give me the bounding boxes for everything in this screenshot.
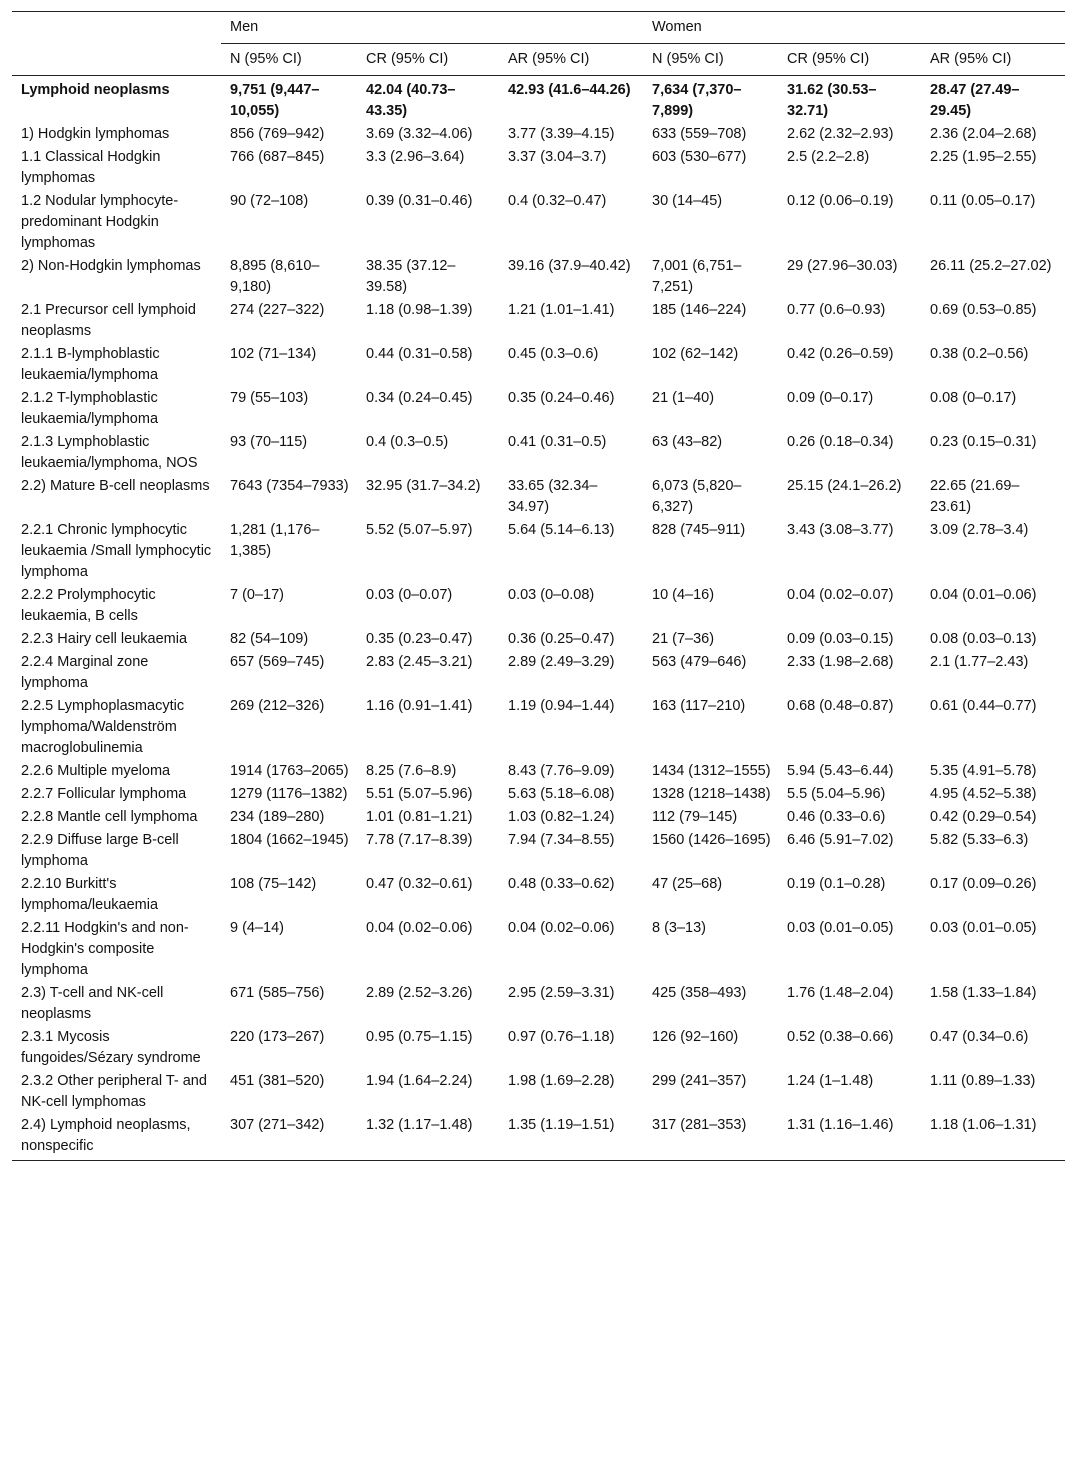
table-row: [12, 343, 1065, 387]
cell-men-n: 269 (212–326): [230, 698, 325, 714]
cell-men-ar: 39.16 (37.9–40.42): [508, 258, 631, 274]
cell-men-cr: 1.16 (0.91–1.41): [366, 698, 473, 714]
cell-women-ar: 0.61 (0.44–0.77): [930, 698, 1037, 714]
row-label: 2.2.9 Diffuse large B-cell lymphoma: [21, 832, 179, 869]
row-label: 2.2.7 Follicular lymphoma: [21, 786, 187, 802]
cell-men-cr: 0.47 (0.32–0.61): [366, 876, 473, 892]
cell-women-cr: 0.77 (0.6–0.93): [787, 302, 886, 318]
row-label: 2.2.3 Hairy cell leukaemia: [21, 631, 188, 647]
table-row: [12, 982, 1065, 1026]
cell-men-ar: 0.36 (0.25–0.47): [508, 631, 615, 647]
cell-women-ar: 0.17 (0.09–0.26): [930, 876, 1037, 892]
cell-men-ar: 0.41 (0.31–0.5): [508, 434, 607, 450]
row-label: 2.3) T-cell and NK-cell neoplasms: [21, 985, 164, 1022]
row-label: 2.2.10 Burkitt's lymphoma/leukaemia: [21, 876, 159, 913]
cell-men-cr: 1.94 (1.64–2.24): [366, 1073, 473, 1089]
cell-women-ar: 0.23 (0.15–0.31): [930, 434, 1037, 450]
header-empty-cell: [12, 12, 221, 44]
cell-women-ar: 22.65 (21.69–23.61): [930, 478, 1020, 515]
cell-women-n: 126 (92–160): [652, 1029, 739, 1045]
cell-women-ar: 2.36 (2.04–2.68): [930, 126, 1037, 142]
cell-men-n: 1804 (1662–1945): [230, 832, 349, 848]
header-group-row: [12, 12, 1065, 44]
cell-men-n: 1914 (1763–2065): [230, 763, 349, 779]
cell-men-ar: 5.63 (5.18–6.08): [508, 786, 615, 802]
cell-women-n: 603 (530–677): [652, 149, 747, 165]
table-row: [12, 76, 1065, 124]
cell-women-cr: 2.33 (1.98–2.68): [787, 654, 894, 670]
cell-women-cr: 0.09 (0–0.17): [787, 390, 874, 406]
cell-women-n: 828 (745–911): [652, 522, 746, 538]
row-label: 2.1.1 B-lymphoblastic leukaemia/lymphoma: [21, 346, 160, 383]
header-women-n: N (95% CI): [643, 44, 778, 76]
table-row: [12, 146, 1065, 190]
cell-men-ar: 5.64 (5.14–6.13): [508, 522, 615, 538]
cell-men-cr: 5.51 (5.07–5.96): [366, 786, 473, 802]
row-label: 2.2.4 Marginal zone lymphoma: [21, 654, 149, 691]
cell-women-cr: 3.43 (3.08–3.77): [787, 522, 894, 538]
cell-men-n: 7643 (7354–7933): [230, 478, 349, 494]
header-group-men: Men: [221, 12, 643, 44]
cell-men-ar: 0.97 (0.76–1.18): [508, 1029, 615, 1045]
cell-men-ar: 3.77 (3.39–4.15): [508, 126, 615, 142]
table-row: [12, 255, 1065, 299]
row-label: 2.2.1 Chronic lymphocytic leukaemia /Small lymphocytic lymphoma: [21, 522, 212, 580]
cell-men-ar: 2.89 (2.49–3.29): [508, 654, 615, 670]
cell-men-n: 220 (173–267): [230, 1029, 325, 1045]
cell-women-n: 21 (7–36): [652, 631, 715, 647]
row-label: 2.2.5 Lymphoplasmacytic lymphoma/Waldenström macroglobulinemia: [21, 698, 185, 756]
cell-women-n: 163 (117–210): [652, 698, 746, 714]
cell-men-cr: 0.34 (0.24–0.45): [366, 390, 473, 406]
cell-women-n: 7,634 (7,370–7,899): [652, 82, 742, 119]
cell-men-cr: 5.52 (5.07–5.97): [366, 522, 473, 538]
table-row: [12, 1070, 1065, 1114]
cell-women-n: 8 (3–13): [652, 920, 707, 936]
cell-men-cr: 3.69 (3.32–4.06): [366, 126, 473, 142]
row-label: 2.1.3 Lymphoblastic leukaemia/lymphoma, NOS: [21, 434, 198, 471]
header-men-cr: CR (95% CI): [357, 44, 499, 76]
cell-men-cr: 42.04 (40.73–43.35): [366, 82, 456, 119]
cell-men-cr: 2.89 (2.52–3.26): [366, 985, 473, 1001]
table-header: [12, 12, 1065, 76]
cell-women-cr: 2.62 (2.32–2.93): [787, 126, 894, 142]
cell-women-ar: 0.42 (0.29–0.54): [930, 809, 1037, 825]
cell-women-ar: 4.95 (4.52–5.38): [930, 786, 1037, 802]
cell-women-cr: 0.03 (0.01–0.05): [787, 920, 894, 936]
table-row: [12, 783, 1065, 806]
table-row: [12, 873, 1065, 917]
cell-women-n: 317 (281–353): [643, 1114, 778, 1161]
cell-men-ar: 0.48 (0.33–0.62): [508, 876, 615, 892]
header-men-n: N (95% CI): [221, 44, 357, 76]
cell-women-ar: 0.69 (0.53–0.85): [930, 302, 1037, 318]
cell-women-n: 6,073 (5,820–6,327): [652, 478, 742, 515]
cell-men-n: 1279 (1176–1382): [230, 786, 348, 802]
cell-men-cr: 8.25 (7.6–8.9): [366, 763, 457, 779]
cell-men-n: 671 (585–756): [230, 985, 325, 1001]
cell-men-ar: 1.35 (1.19–1.51): [499, 1114, 643, 1161]
cell-men-ar: 2.95 (2.59–3.31): [508, 985, 615, 1001]
cell-women-cr: 5.94 (5.43–6.44): [787, 763, 894, 779]
table-row: [12, 387, 1065, 431]
cell-women-n: 425 (358–493): [652, 985, 747, 1001]
row-label: 2.2.11 Hodgkin's and non-Hodgkin's composite lymphoma: [21, 920, 189, 978]
cell-women-cr: 0.09 (0.03–0.15): [787, 631, 894, 647]
incidence-table-container: [12, 11, 1065, 1161]
cell-women-cr: 2.5 (2.2–2.8): [787, 149, 870, 165]
cell-men-ar: 1.98 (1.69–2.28): [508, 1073, 615, 1089]
cell-men-ar: 1.19 (0.94–1.44): [508, 698, 615, 714]
lymphoid-neoplasms-incidence-table: [12, 11, 1065, 1161]
cell-men-ar: 0.04 (0.02–0.06): [508, 920, 615, 936]
table-row: [12, 123, 1065, 146]
cell-men-ar: 42.93 (41.6–44.26): [508, 82, 631, 98]
cell-men-cr: 1.32 (1.17–1.48): [357, 1114, 499, 1161]
cell-women-ar: 0.03 (0.01–0.05): [930, 920, 1037, 936]
cell-men-cr: 7.78 (7.17–8.39): [366, 832, 473, 848]
cell-men-n: 451 (381–520): [230, 1073, 325, 1089]
table-row: [12, 760, 1065, 783]
cell-women-n: 47 (25–68): [652, 876, 723, 892]
cell-women-n: 1560 (1426–1695): [652, 832, 771, 848]
cell-men-n: 108 (75–142): [230, 876, 317, 892]
cell-men-n: 274 (227–322): [230, 302, 325, 318]
cell-women-ar: 1.58 (1.33–1.84): [930, 985, 1037, 1001]
row-label: 2.1 Precursor cell lymphoid neoplasms: [21, 302, 196, 339]
cell-women-ar: 28.47 (27.49–29.45): [930, 82, 1020, 119]
cell-women-ar: 26.11 (25.2–27.02): [930, 258, 1052, 274]
cell-women-n: 10 (4–16): [652, 587, 715, 603]
cell-men-n: 102 (71–134): [230, 346, 317, 362]
cell-women-cr: 6.46 (5.91–7.02): [787, 832, 894, 848]
cell-men-ar: 0.45 (0.3–0.6): [508, 346, 599, 362]
cell-women-ar: 1.11 (0.89–1.33): [930, 1073, 1036, 1089]
table-row: [12, 806, 1065, 829]
cell-women-cr: 0.19 (0.1–0.28): [787, 876, 886, 892]
row-label: 2) Non-Hodgkin lymphomas: [21, 258, 201, 274]
cell-women-n: 185 (146–224): [652, 302, 747, 318]
header-women-cr: CR (95% CI): [778, 44, 921, 76]
cell-women-cr: 0.12 (0.06–0.19): [787, 193, 894, 209]
cell-men-cr: 0.4 (0.3–0.5): [366, 434, 449, 450]
cell-men-cr: 0.39 (0.31–0.46): [366, 193, 473, 209]
cell-men-cr: 32.95 (31.7–34.2): [366, 478, 481, 494]
cell-women-ar: 0.47 (0.34–0.6): [930, 1029, 1029, 1045]
cell-women-cr: 0.42 (0.26–0.59): [787, 346, 894, 362]
cell-women-cr: 0.26 (0.18–0.34): [787, 434, 894, 450]
cell-men-n: 766 (687–845): [230, 149, 325, 165]
cell-men-n: 9,751 (9,447–10,055): [230, 82, 320, 119]
row-label: 2.4) Lymphoid neoplasms, nonspecific: [12, 1114, 221, 1161]
table-row: [12, 519, 1065, 584]
table-row: [12, 695, 1065, 760]
cell-women-n: 102 (62–142): [652, 346, 739, 362]
cell-women-cr: 29 (27.96–30.03): [787, 258, 898, 274]
table-row: [12, 829, 1065, 873]
cell-men-ar: 1.21 (1.01–1.41): [508, 302, 615, 318]
header-women-ar: AR (95% CI): [921, 44, 1065, 76]
row-label: 2.2.6 Multiple myeloma: [21, 763, 171, 779]
row-label: 1.2 Nodular lymphocyte-predominant Hodgkin lymphomas: [21, 193, 179, 251]
header-column-row: [12, 44, 1065, 76]
table-body: [12, 76, 1065, 1161]
cell-women-n: 1328 (1218–1438): [652, 786, 771, 802]
cell-men-cr: 2.83 (2.45–3.21): [366, 654, 473, 670]
table-row: [12, 651, 1065, 695]
row-label: 1) Hodgkin lymphomas: [21, 126, 170, 142]
cell-women-cr: 0.52 (0.38–0.66): [787, 1029, 894, 1045]
cell-men-n: 1,281 (1,176–1,385): [230, 522, 320, 559]
row-label: 1.1 Classical Hodgkin lymphomas: [21, 149, 161, 186]
cell-women-n: 21 (1–40): [652, 390, 715, 406]
cell-men-ar: 7.94 (7.34–8.55): [508, 832, 615, 848]
cell-men-cr: 0.44 (0.31–0.58): [366, 346, 473, 362]
table-row: [12, 628, 1065, 651]
cell-women-ar: 0.38 (0.2–0.56): [930, 346, 1029, 362]
cell-men-ar: 0.35 (0.24–0.46): [508, 390, 615, 406]
cell-women-ar: 5.82 (5.33–6.3): [930, 832, 1029, 848]
row-label: 2.2.2 Prolymphocytic leukaemia, B cells: [21, 587, 156, 624]
cell-men-ar: 0.03 (0–0.08): [508, 587, 595, 603]
row-label: 2.1.2 T-lymphoblastic leukaemia/lymphoma: [21, 390, 159, 427]
header-empty-cell: [12, 44, 221, 76]
cell-men-ar: 33.65 (32.34–34.97): [508, 478, 598, 515]
table-row: [12, 584, 1065, 628]
cell-men-ar: 0.4 (0.32–0.47): [508, 193, 607, 209]
table-row: [12, 1026, 1065, 1070]
cell-men-n: 7 (0–17): [230, 587, 285, 603]
cell-men-cr: 3.3 (2.96–3.64): [366, 149, 465, 165]
cell-women-n: 1434 (1312–1555): [652, 763, 771, 779]
cell-women-cr: 0.68 (0.48–0.87): [787, 698, 894, 714]
cell-men-cr: 0.04 (0.02–0.06): [366, 920, 473, 936]
table-row: [12, 475, 1065, 519]
cell-women-cr: 25.15 (24.1–26.2): [787, 478, 902, 494]
cell-men-ar: 3.37 (3.04–3.7): [508, 149, 607, 165]
cell-women-n: 63 (43–82): [652, 434, 723, 450]
cell-men-ar: 1.03 (0.82–1.24): [508, 809, 615, 825]
cell-men-ar: 8.43 (7.76–9.09): [508, 763, 615, 779]
cell-women-ar: 3.09 (2.78–3.4): [930, 522, 1029, 538]
cell-women-ar: 2.25 (1.95–2.55): [930, 149, 1037, 165]
cell-women-cr: 5.5 (5.04–5.96): [787, 786, 886, 802]
cell-men-n: 90 (72–108): [230, 193, 309, 209]
cell-women-n: 299 (241–357): [652, 1073, 747, 1089]
cell-men-n: 234 (189–280): [230, 809, 325, 825]
cell-men-n: 9 (4–14): [230, 920, 285, 936]
cell-women-ar: 1.18 (1.06–1.31): [921, 1114, 1065, 1161]
cell-women-n: 563 (479–646): [652, 654, 747, 670]
table-row: [12, 190, 1065, 255]
cell-men-n: 93 (70–115): [230, 434, 308, 450]
table-row: [12, 917, 1065, 982]
table-row: [12, 299, 1065, 343]
cell-women-n: 7,001 (6,751–7,251): [652, 258, 742, 295]
row-label: 2.3.2 Other peripheral T- and NK-cell lymphomas: [21, 1073, 207, 1110]
cell-women-cr: 0.46 (0.33–0.6): [787, 809, 886, 825]
cell-men-cr: 0.95 (0.75–1.15): [366, 1029, 473, 1045]
row-label: 2.3.1 Mycosis fungoides/Sézary syndrome: [21, 1029, 201, 1066]
cell-women-cr: 31.62 (30.53–32.71): [787, 82, 877, 119]
cell-women-cr: 1.76 (1.48–2.04): [787, 985, 894, 1001]
cell-men-cr: 1.18 (0.98–1.39): [366, 302, 473, 318]
cell-men-n: 82 (54–109): [230, 631, 309, 647]
cell-women-cr: 1.31 (1.16–1.46): [778, 1114, 921, 1161]
cell-men-n: 856 (769–942): [230, 126, 325, 142]
header-group-women: Women: [643, 12, 1065, 44]
cell-women-ar: 2.1 (1.77–2.43): [930, 654, 1029, 670]
cell-men-n: 8,895 (8,610–9,180): [230, 258, 320, 295]
cell-men-n: 657 (569–745): [230, 654, 325, 670]
cell-men-n: 79 (55–103): [230, 390, 309, 406]
cell-women-ar: 0.11 (0.05–0.17): [930, 193, 1036, 209]
cell-women-n: 112 (79–145): [652, 809, 738, 825]
cell-men-cr: 0.03 (0–0.07): [366, 587, 453, 603]
row-label: Lymphoid neoplasms: [21, 82, 170, 98]
cell-women-ar: 5.35 (4.91–5.78): [930, 763, 1037, 779]
cell-women-n: 30 (14–45): [652, 193, 723, 209]
cell-women-cr: 1.24 (1–1.48): [787, 1073, 874, 1089]
header-men-ar: AR (95% CI): [499, 44, 643, 76]
cell-men-n: 307 (271–342): [221, 1114, 357, 1161]
cell-men-cr: 1.01 (0.81–1.21): [366, 809, 473, 825]
cell-women-ar: 0.08 (0.03–0.13): [930, 631, 1037, 647]
cell-women-n: 633 (559–708): [652, 126, 747, 142]
row-label: 2.2) Mature B-cell neoplasms: [21, 478, 210, 494]
cell-women-ar: 0.08 (0–0.17): [930, 390, 1017, 406]
cell-men-cr: 38.35 (37.12–39.58): [366, 258, 456, 295]
cell-women-ar: 0.04 (0.01–0.06): [930, 587, 1037, 603]
cell-women-cr: 0.04 (0.02–0.07): [787, 587, 894, 603]
row-label: 2.2.8 Mantle cell lymphoma: [21, 809, 198, 825]
table-row: [12, 1114, 1065, 1161]
table-row: [12, 431, 1065, 475]
cell-men-cr: 0.35 (0.23–0.47): [366, 631, 473, 647]
